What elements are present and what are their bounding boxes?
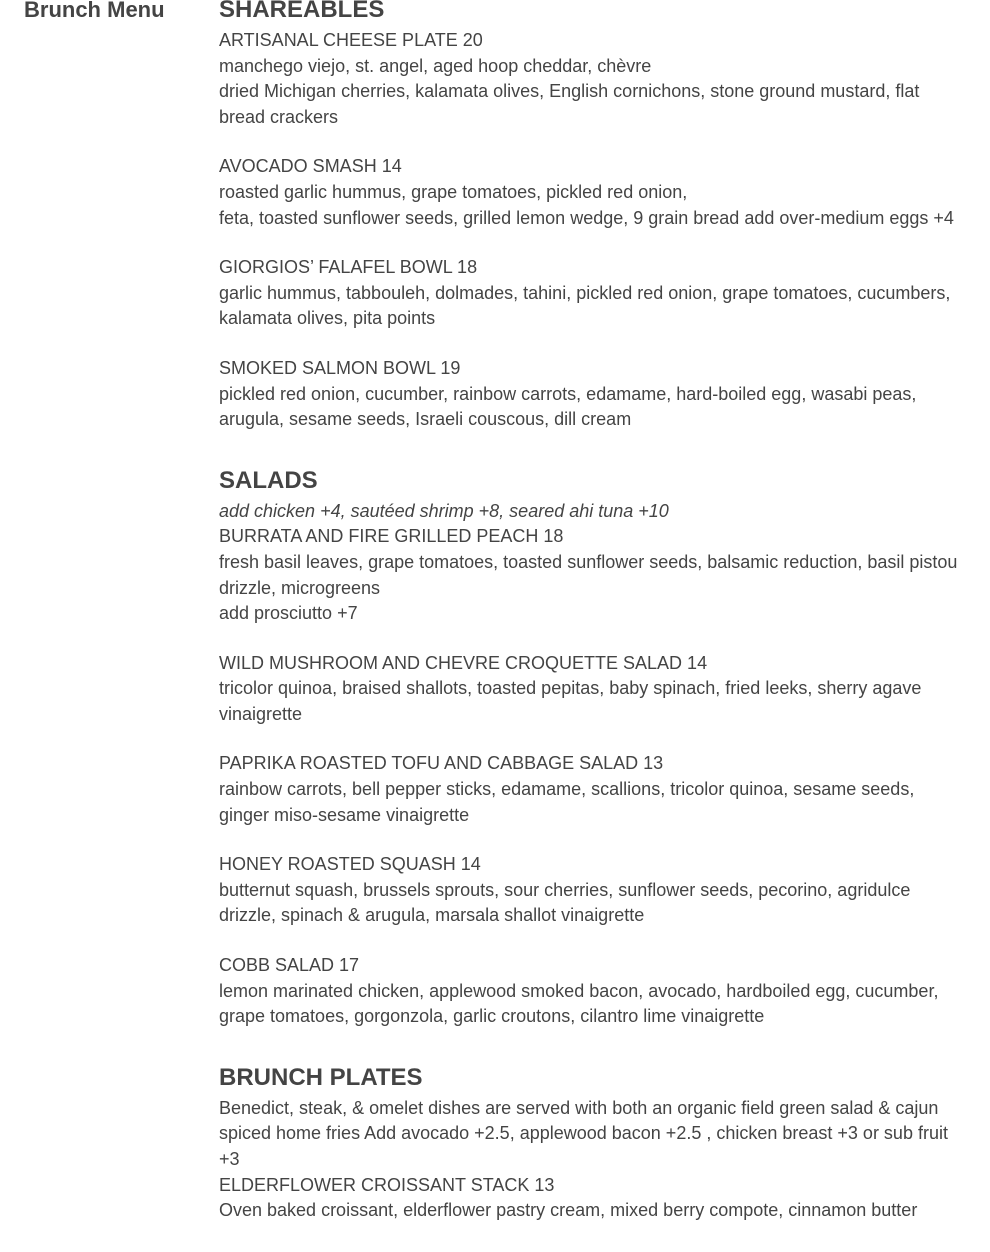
menu-item-description: add prosciutto +7 bbox=[219, 603, 358, 624]
menu-item bbox=[219, 524, 959, 626]
menu-item-description: garlic hummus, tabbouleh, dolmades, tahini, pickled red onion, grape tomatoes, cucumbers, kalamata olives, pita points bbox=[219, 282, 951, 329]
section-brunch-plates bbox=[219, 1064, 959, 1224]
menu-item bbox=[219, 651, 959, 728]
menu-item-description: tricolor quinoa, braised shallots, toasted pepitas, baby spinach, fried leeks, sherry agave vinaigrette bbox=[219, 678, 922, 724]
section-salads bbox=[219, 467, 959, 1030]
menu-item bbox=[219, 751, 959, 828]
page-title: Brunch Menu bbox=[24, 0, 165, 22]
menu-item-description: lemon marinated chicken, applewood smoked bacon, avocado, hardboiled egg, cucumber, grape tomatoes, gorgonzola, garlic croutons, cilantro lime vinaigrette bbox=[219, 980, 939, 1027]
menu-item-title: BURRATA AND FIRE GRILLED PEACH 18 bbox=[219, 526, 564, 547]
menu-item-description: feta, toasted sunflower seeds, grilled lemon wedge, 9 grain bread add over-medium eggs +4 bbox=[219, 207, 954, 228]
menu-item-description: pickled red onion, cucumber, rainbow carrots, edamame, hard-boiled egg, wasabi peas, arugula, sesame seeds, Israeli couscous, dill cream bbox=[219, 383, 917, 430]
menu-item-title: WILD MUSHROOM AND CHEVRE CROQUETTE SALAD 14 bbox=[219, 652, 708, 673]
menu-item bbox=[219, 154, 959, 231]
menu-item-description: dried Michigan cherries, kalamata olives, English cornichons, stone ground mustard, flat bread crackers bbox=[219, 81, 920, 127]
menu-content bbox=[219, 0, 959, 1224]
menu-item bbox=[219, 28, 959, 130]
menu-item-title: AVOCADO SMASH 14 bbox=[219, 156, 402, 177]
menu-item-title: ELDERFLOWER CROISSANT STACK 13 bbox=[219, 1174, 555, 1195]
menu-item-title: ARTISANAL CHEESE PLATE 20 bbox=[219, 30, 483, 50]
menu-item-description: roasted garlic hummus, grape tomatoes, pickled red onion, bbox=[219, 181, 688, 202]
menu-item-title: GIORGIOS’ FALAFEL BOWL 18 bbox=[219, 257, 478, 278]
menu-item-title: HONEY ROASTED SQUASH 14 bbox=[219, 854, 481, 875]
menu-item-description: fresh basil leaves, grape tomatoes, toasted sunflower seeds, balsamic reduction, basil pistou drizzle, microgreens bbox=[219, 551, 958, 598]
menu-item-title: SMOKED SALMON BOWL 19 bbox=[219, 357, 461, 378]
menu-item-title: PAPRIKA ROASTED TOFU AND CABBAGE SALAD 13 bbox=[219, 753, 664, 774]
menu-item bbox=[219, 255, 959, 332]
menu-item-title: COBB SALAD 17 bbox=[219, 955, 360, 976]
menu-item bbox=[219, 953, 959, 1030]
section-shareables bbox=[219, 0, 959, 433]
section-heading-salads: SALADS bbox=[219, 466, 318, 494]
menu-item bbox=[219, 356, 959, 433]
menu-item-description: butternut squash, brussels sprouts, sour cherries, sunflower seeds, pecorino, agridulce drizzle, spinach & arugula, marsala shallot vinaigrette bbox=[219, 879, 911, 926]
section-heading-shareables: SHAREABLES bbox=[219, 0, 385, 23]
section-heading-brunch-plates: BRUNCH PLATES bbox=[219, 1063, 423, 1091]
menu-item bbox=[219, 852, 959, 929]
menu-item-description: manchego viejo, st. angel, aged hoop cheddar, chèvre bbox=[219, 55, 652, 76]
salads-addon-note: add chicken +4, sautéed shrimp +8, seared ahi tuna +10 bbox=[219, 500, 669, 521]
menu-item bbox=[219, 1173, 959, 1224]
menu-item-description: Oven baked croissant, elderflower pastry cream, mixed berry compote, cinnamon butter bbox=[219, 1200, 918, 1221]
menu-item-description: rainbow carrots, bell pepper sticks, edamame, scallions, tricolor quinoa, sesame seeds, ginger miso-sesame vinaigrette bbox=[219, 779, 915, 825]
brunch-plates-intro: Benedict, steak, & omelet dishes are served with both an organic field green salad & cajun spiced home fries Add avocado +2.5, applewood bacon +2.5 , chicken breast +3 or sub fruit +3 bbox=[219, 1097, 948, 1169]
